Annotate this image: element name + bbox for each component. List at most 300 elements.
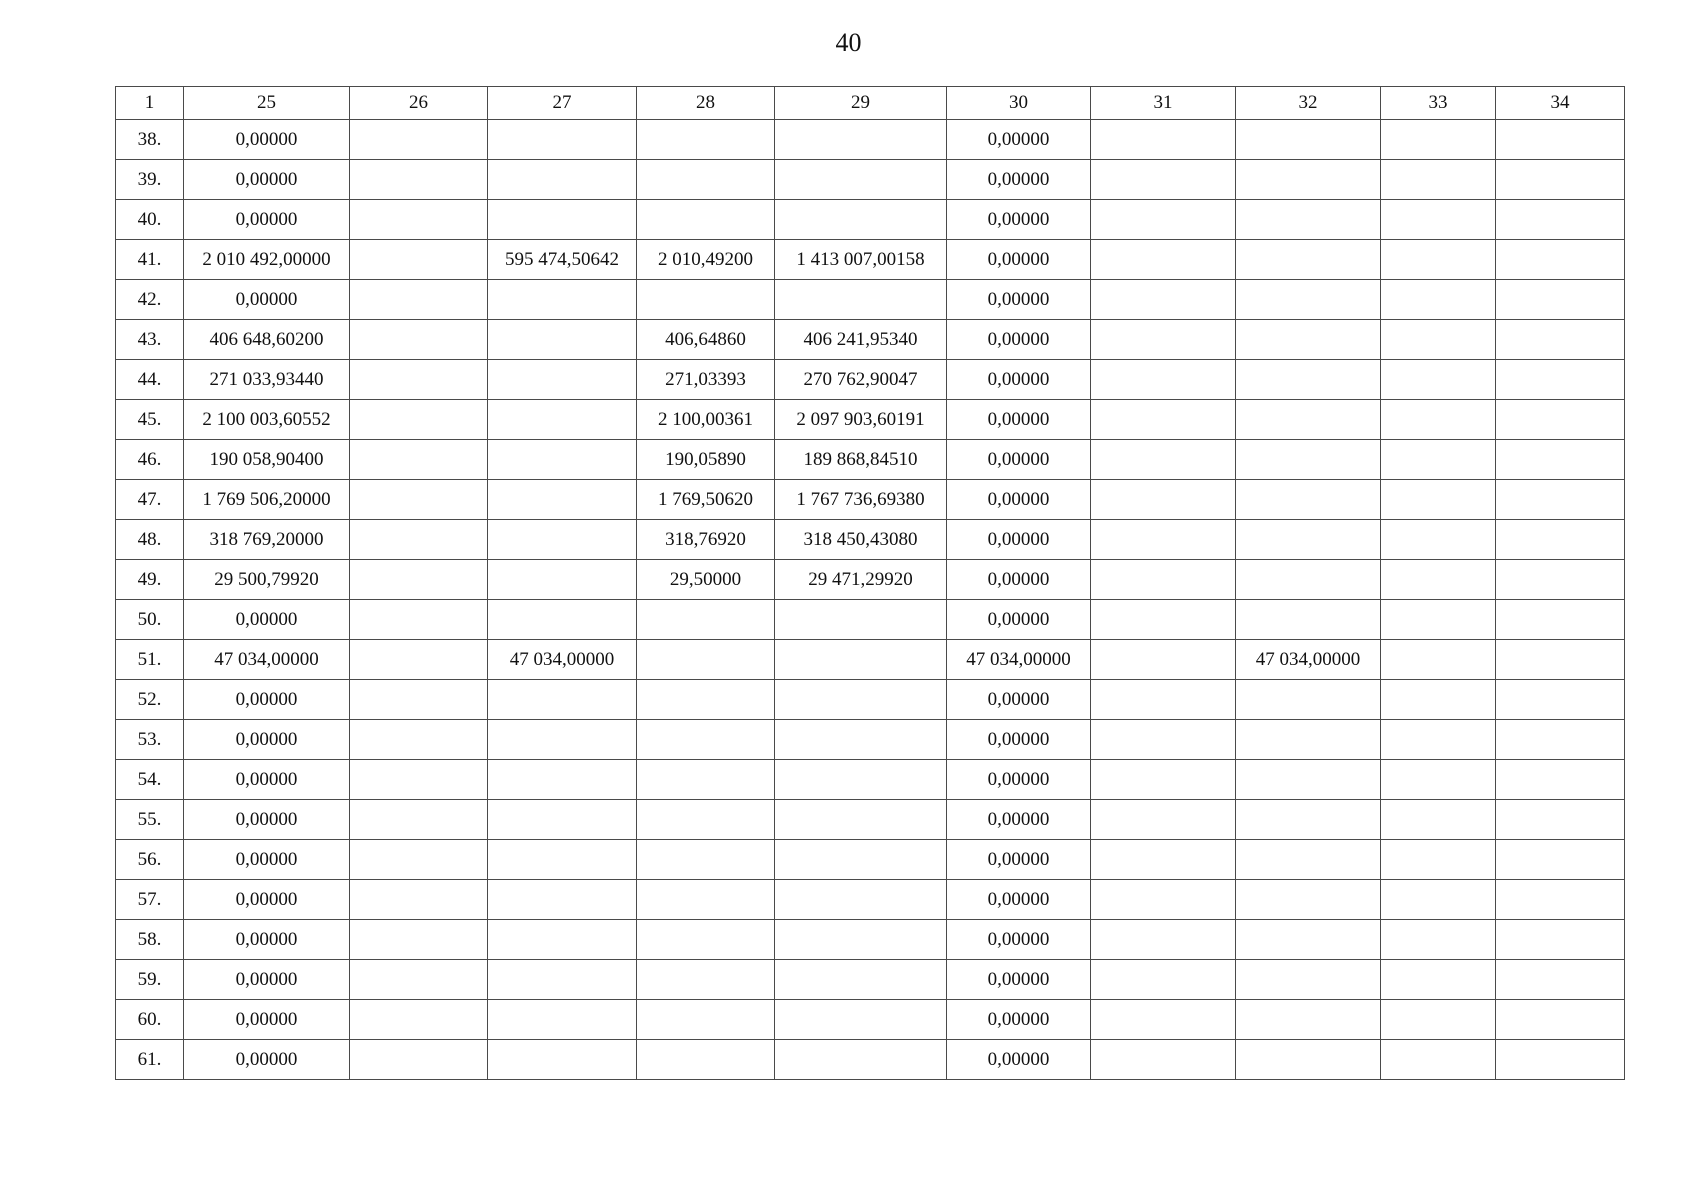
table-cell <box>1381 840 1496 880</box>
table-cell <box>1496 560 1625 600</box>
table-cell <box>775 640 947 680</box>
table-cell <box>1496 840 1625 880</box>
table-row <box>116 1000 1625 1040</box>
table-cell <box>488 400 637 440</box>
row-number-cell: 48. <box>116 520 184 560</box>
table-cell <box>637 160 775 200</box>
table-cell <box>775 840 947 880</box>
table-cell <box>1091 600 1236 640</box>
table-row <box>116 880 1625 920</box>
table-row <box>116 720 1625 760</box>
table-cell: 0,00000 <box>184 280 350 320</box>
table-cell: 0,00000 <box>184 800 350 840</box>
row-number-cell: 43. <box>116 320 184 360</box>
table-cell <box>1496 440 1625 480</box>
table-cell <box>775 600 947 640</box>
table-cell <box>488 840 637 880</box>
table-row <box>116 800 1625 840</box>
row-number-cell: 39. <box>116 160 184 200</box>
table-cell <box>775 800 947 840</box>
table-cell <box>775 1000 947 1040</box>
row-number-cell: 55. <box>116 800 184 840</box>
table-cell <box>1091 360 1236 400</box>
row-number-cell: 42. <box>116 280 184 320</box>
table-cell <box>1496 320 1625 360</box>
table-row <box>116 640 1625 680</box>
table-cell: 0,00000 <box>184 600 350 640</box>
table-row <box>116 960 1625 1000</box>
row-number-cell: 58. <box>116 920 184 960</box>
table-cell <box>488 760 637 800</box>
table-cell <box>1496 520 1625 560</box>
table-row <box>116 520 1625 560</box>
table-cell <box>350 720 488 760</box>
table-cell <box>1381 640 1496 680</box>
table-cell <box>1091 960 1236 1000</box>
row-number-cell: 51. <box>116 640 184 680</box>
table-cell: 0,00000 <box>947 800 1091 840</box>
table-cell <box>488 1040 637 1080</box>
table-cell <box>637 800 775 840</box>
table-cell <box>1496 800 1625 840</box>
row-number-cell: 49. <box>116 560 184 600</box>
table-row <box>116 360 1625 400</box>
table-row <box>116 120 1625 160</box>
table-cell: 0,00000 <box>184 960 350 1000</box>
table-cell <box>1236 600 1381 640</box>
table-cell: 0,00000 <box>947 360 1091 400</box>
table-cell: 406 648,60200 <box>184 320 350 360</box>
table-row <box>116 760 1625 800</box>
table-cell <box>1381 520 1496 560</box>
table-cell <box>1381 800 1496 840</box>
table-cell <box>637 960 775 1000</box>
table-cell <box>1091 200 1236 240</box>
table-cell: 0,00000 <box>947 200 1091 240</box>
table-cell <box>637 120 775 160</box>
table-cell: 2 010 492,00000 <box>184 240 350 280</box>
table-cell <box>1236 880 1381 920</box>
table-header-cell: 32 <box>1236 87 1381 120</box>
table-cell <box>1381 960 1496 1000</box>
table-cell: 0,00000 <box>184 920 350 960</box>
table-header-cell: 31 <box>1091 87 1236 120</box>
table-cell: 0,00000 <box>947 680 1091 720</box>
table-cell: 0,00000 <box>947 840 1091 880</box>
table-cell: 2 010,49200 <box>637 240 775 280</box>
table-cell: 190 058,90400 <box>184 440 350 480</box>
table-cell <box>1236 1000 1381 1040</box>
table-row <box>116 480 1625 520</box>
table-cell <box>1381 600 1496 640</box>
table-row <box>116 840 1625 880</box>
table-cell <box>1381 760 1496 800</box>
table-body <box>116 87 1625 1080</box>
table-cell <box>775 720 947 760</box>
table-cell <box>1091 720 1236 760</box>
table-cell: 0,00000 <box>184 760 350 800</box>
table-cell: 595 474,50642 <box>488 240 637 280</box>
table-cell <box>1496 920 1625 960</box>
table-cell <box>1381 920 1496 960</box>
table-cell <box>350 920 488 960</box>
table-header-cell: 29 <box>775 87 947 120</box>
table-cell <box>350 320 488 360</box>
table-cell <box>1496 120 1625 160</box>
table-cell <box>1496 600 1625 640</box>
table-cell <box>1236 480 1381 520</box>
table-cell <box>1236 320 1381 360</box>
table-cell <box>1091 560 1236 600</box>
table-cell: 1 769,50620 <box>637 480 775 520</box>
table-cell: 318 450,43080 <box>775 520 947 560</box>
table-cell <box>1236 960 1381 1000</box>
table-cell <box>350 440 488 480</box>
table-cell <box>1496 880 1625 920</box>
table-cell <box>350 880 488 920</box>
table-cell <box>1091 120 1236 160</box>
table-cell <box>1381 1040 1496 1080</box>
table-row <box>116 920 1625 960</box>
table-cell <box>1236 920 1381 960</box>
table-cell <box>488 880 637 920</box>
table-cell: 47 034,00000 <box>1236 640 1381 680</box>
table-cell <box>350 360 488 400</box>
table-cell <box>350 760 488 800</box>
table-cell <box>350 520 488 560</box>
table-cell: 0,00000 <box>947 920 1091 960</box>
table-cell: 1 767 736,69380 <box>775 480 947 520</box>
table-cell: 0,00000 <box>947 600 1091 640</box>
table-cell <box>1091 920 1236 960</box>
table-cell <box>1381 720 1496 760</box>
table-cell <box>1496 400 1625 440</box>
table-cell: 2 097 903,60191 <box>775 400 947 440</box>
table-header-cell: 1 <box>116 87 184 120</box>
row-number-cell: 54. <box>116 760 184 800</box>
table-header-cell: 27 <box>488 87 637 120</box>
table-cell <box>1496 640 1625 680</box>
table-cell <box>488 200 637 240</box>
table-cell <box>1236 120 1381 160</box>
table-cell <box>1496 720 1625 760</box>
table-cell <box>1496 680 1625 720</box>
table-cell <box>1236 560 1381 600</box>
table-cell <box>775 880 947 920</box>
table-row <box>116 160 1625 200</box>
table-row <box>116 280 1625 320</box>
table-cell: 29 471,29920 <box>775 560 947 600</box>
table-cell: 0,00000 <box>184 840 350 880</box>
table-cell <box>1496 240 1625 280</box>
table-cell <box>1381 1000 1496 1040</box>
table-cell <box>1496 760 1625 800</box>
table-cell <box>488 920 637 960</box>
table-cell: 0,00000 <box>184 120 350 160</box>
table-cell <box>1381 440 1496 480</box>
table-cell <box>488 1000 637 1040</box>
table-cell: 0,00000 <box>947 240 1091 280</box>
table-cell <box>350 480 488 520</box>
table-cell: 0,00000 <box>947 720 1091 760</box>
table-cell <box>775 920 947 960</box>
table-cell <box>1381 120 1496 160</box>
table-cell: 0,00000 <box>184 680 350 720</box>
table-cell: 0,00000 <box>947 320 1091 360</box>
table-cell <box>1091 760 1236 800</box>
table-cell <box>775 120 947 160</box>
row-number-cell: 52. <box>116 680 184 720</box>
table-cell <box>350 160 488 200</box>
table-cell <box>637 920 775 960</box>
table-header-cell: 25 <box>184 87 350 120</box>
table-cell <box>1496 280 1625 320</box>
table-cell <box>1236 240 1381 280</box>
table-cell <box>1236 1040 1381 1080</box>
table-cell <box>775 280 947 320</box>
table-cell <box>488 360 637 400</box>
row-number-cell: 56. <box>116 840 184 880</box>
row-number-cell: 44. <box>116 360 184 400</box>
table-cell <box>350 280 488 320</box>
table-cell <box>775 760 947 800</box>
table-row <box>116 600 1625 640</box>
table-row <box>116 680 1625 720</box>
row-number-cell: 46. <box>116 440 184 480</box>
table-cell <box>488 520 637 560</box>
table-cell <box>637 600 775 640</box>
table-cell <box>350 1000 488 1040</box>
table-cell <box>775 160 947 200</box>
table-cell <box>1381 280 1496 320</box>
table-cell: 0,00000 <box>947 960 1091 1000</box>
table-cell: 29 500,79920 <box>184 560 350 600</box>
table-cell <box>1091 480 1236 520</box>
table-cell <box>488 560 637 600</box>
table-cell <box>350 640 488 680</box>
row-number-cell: 41. <box>116 240 184 280</box>
table-cell <box>1091 640 1236 680</box>
table-cell <box>1381 560 1496 600</box>
table-cell: 0,00000 <box>947 480 1091 520</box>
table-cell <box>1091 680 1236 720</box>
table-cell <box>1496 480 1625 520</box>
table-cell <box>1091 1000 1236 1040</box>
row-number-cell: 50. <box>116 600 184 640</box>
table-cell <box>1236 840 1381 880</box>
table-cell <box>1381 200 1496 240</box>
row-number-cell: 40. <box>116 200 184 240</box>
table-cell: 2 100,00361 <box>637 400 775 440</box>
table-cell <box>1091 520 1236 560</box>
table-cell: 318 769,20000 <box>184 520 350 560</box>
table-cell: 1 413 007,00158 <box>775 240 947 280</box>
table-row <box>116 400 1625 440</box>
table-cell <box>1091 320 1236 360</box>
table-cell <box>488 960 637 1000</box>
table-cell: 0,00000 <box>947 440 1091 480</box>
table-cell <box>1236 800 1381 840</box>
table-cell <box>488 440 637 480</box>
table-cell: 0,00000 <box>947 120 1091 160</box>
table-header-cell: 26 <box>350 87 488 120</box>
table-cell <box>775 1040 947 1080</box>
table-cell <box>1236 200 1381 240</box>
table-cell <box>488 600 637 640</box>
table-cell <box>1236 760 1381 800</box>
table-cell <box>775 200 947 240</box>
table-header-row <box>116 87 1625 120</box>
table-cell: 0,00000 <box>947 280 1091 320</box>
table-cell: 0,00000 <box>947 520 1091 560</box>
table-row <box>116 240 1625 280</box>
table-cell <box>1381 400 1496 440</box>
row-number-cell: 45. <box>116 400 184 440</box>
table-cell <box>350 840 488 880</box>
table-cell <box>637 200 775 240</box>
table-cell: 0,00000 <box>947 160 1091 200</box>
table-cell <box>350 680 488 720</box>
table-cell <box>1236 440 1381 480</box>
row-number-cell: 47. <box>116 480 184 520</box>
table-cell: 47 034,00000 <box>488 640 637 680</box>
table-cell: 190,05890 <box>637 440 775 480</box>
table-cell <box>1091 840 1236 880</box>
table-cell <box>1091 400 1236 440</box>
table-cell <box>637 840 775 880</box>
table-cell <box>1496 1040 1625 1080</box>
table-cell: 47 034,00000 <box>947 640 1091 680</box>
table-cell: 406 241,95340 <box>775 320 947 360</box>
table-cell: 0,00000 <box>184 1000 350 1040</box>
table-cell <box>1496 1000 1625 1040</box>
table-cell <box>1381 240 1496 280</box>
table-cell: 0,00000 <box>184 1040 350 1080</box>
table-cell <box>1091 440 1236 480</box>
table-row <box>116 320 1625 360</box>
table-cell <box>488 320 637 360</box>
table-cell <box>637 1040 775 1080</box>
table-cell: 0,00000 <box>947 880 1091 920</box>
table-header-cell: 33 <box>1381 87 1496 120</box>
table-cell <box>1236 720 1381 760</box>
table-cell <box>1236 400 1381 440</box>
table-cell <box>350 960 488 1000</box>
table-cell <box>1381 480 1496 520</box>
table-cell: 0,00000 <box>947 1040 1091 1080</box>
table-cell <box>775 960 947 1000</box>
table-cell <box>350 200 488 240</box>
table-cell <box>1236 680 1381 720</box>
table-cell <box>1091 280 1236 320</box>
table-cell <box>637 640 775 680</box>
table-cell <box>350 1040 488 1080</box>
row-number-cell: 61. <box>116 1040 184 1080</box>
row-number-cell: 53. <box>116 720 184 760</box>
table-cell <box>488 480 637 520</box>
table-cell <box>1236 280 1381 320</box>
table-cell: 0,00000 <box>947 760 1091 800</box>
table-cell: 47 034,00000 <box>184 640 350 680</box>
table-cell: 406,64860 <box>637 320 775 360</box>
page-number: 40 <box>835 28 862 57</box>
table-cell: 189 868,84510 <box>775 440 947 480</box>
table-cell <box>1236 160 1381 200</box>
table-cell <box>1381 360 1496 400</box>
table-cell <box>637 880 775 920</box>
table-cell <box>1236 360 1381 400</box>
table-cell <box>350 400 488 440</box>
table-cell <box>350 240 488 280</box>
table-cell <box>350 120 488 160</box>
table-cell <box>775 680 947 720</box>
table-cell <box>1496 360 1625 400</box>
table-header-cell: 28 <box>637 87 775 120</box>
table-row <box>116 440 1625 480</box>
table-header-cell: 34 <box>1496 87 1625 120</box>
row-number-cell: 38. <box>116 120 184 160</box>
table-cell <box>1496 160 1625 200</box>
row-number-cell: 60. <box>116 1000 184 1040</box>
table-cell <box>637 680 775 720</box>
table-cell <box>1091 800 1236 840</box>
table-cell: 0,00000 <box>947 400 1091 440</box>
table-cell: 0,00000 <box>947 560 1091 600</box>
table-row <box>116 200 1625 240</box>
table-cell <box>488 720 637 760</box>
table-row <box>116 1040 1625 1080</box>
table-cell <box>488 800 637 840</box>
table-cell: 0,00000 <box>947 1000 1091 1040</box>
table-cell <box>488 680 637 720</box>
table-cell <box>1381 160 1496 200</box>
table-cell <box>637 280 775 320</box>
table-cell: 0,00000 <box>184 200 350 240</box>
table-cell <box>1091 1040 1236 1080</box>
table-cell <box>350 560 488 600</box>
table-cell <box>1381 880 1496 920</box>
row-number-cell: 57. <box>116 880 184 920</box>
table-cell <box>1496 200 1625 240</box>
table-cell <box>1381 320 1496 360</box>
table-cell <box>1496 960 1625 1000</box>
table-cell: 0,00000 <box>184 880 350 920</box>
table-cell <box>1236 520 1381 560</box>
data-table <box>115 86 1625 1080</box>
table-cell: 271,03393 <box>637 360 775 400</box>
table-cell: 318,76920 <box>637 520 775 560</box>
table-cell <box>637 720 775 760</box>
table-cell <box>1091 160 1236 200</box>
table-cell: 29,50000 <box>637 560 775 600</box>
table-cell: 1 769 506,20000 <box>184 480 350 520</box>
table-cell <box>350 600 488 640</box>
table-cell <box>350 800 488 840</box>
table-cell: 2 100 003,60552 <box>184 400 350 440</box>
table-cell: 0,00000 <box>184 160 350 200</box>
table-cell <box>1381 680 1496 720</box>
table-cell <box>488 160 637 200</box>
table-cell <box>637 760 775 800</box>
table-row <box>116 560 1625 600</box>
table-cell <box>488 120 637 160</box>
table-header-cell: 30 <box>947 87 1091 120</box>
table-cell <box>1091 880 1236 920</box>
table-cell: 271 033,93440 <box>184 360 350 400</box>
table-cell: 0,00000 <box>184 720 350 760</box>
table-cell: 270 762,90047 <box>775 360 947 400</box>
row-number-cell: 59. <box>116 960 184 1000</box>
